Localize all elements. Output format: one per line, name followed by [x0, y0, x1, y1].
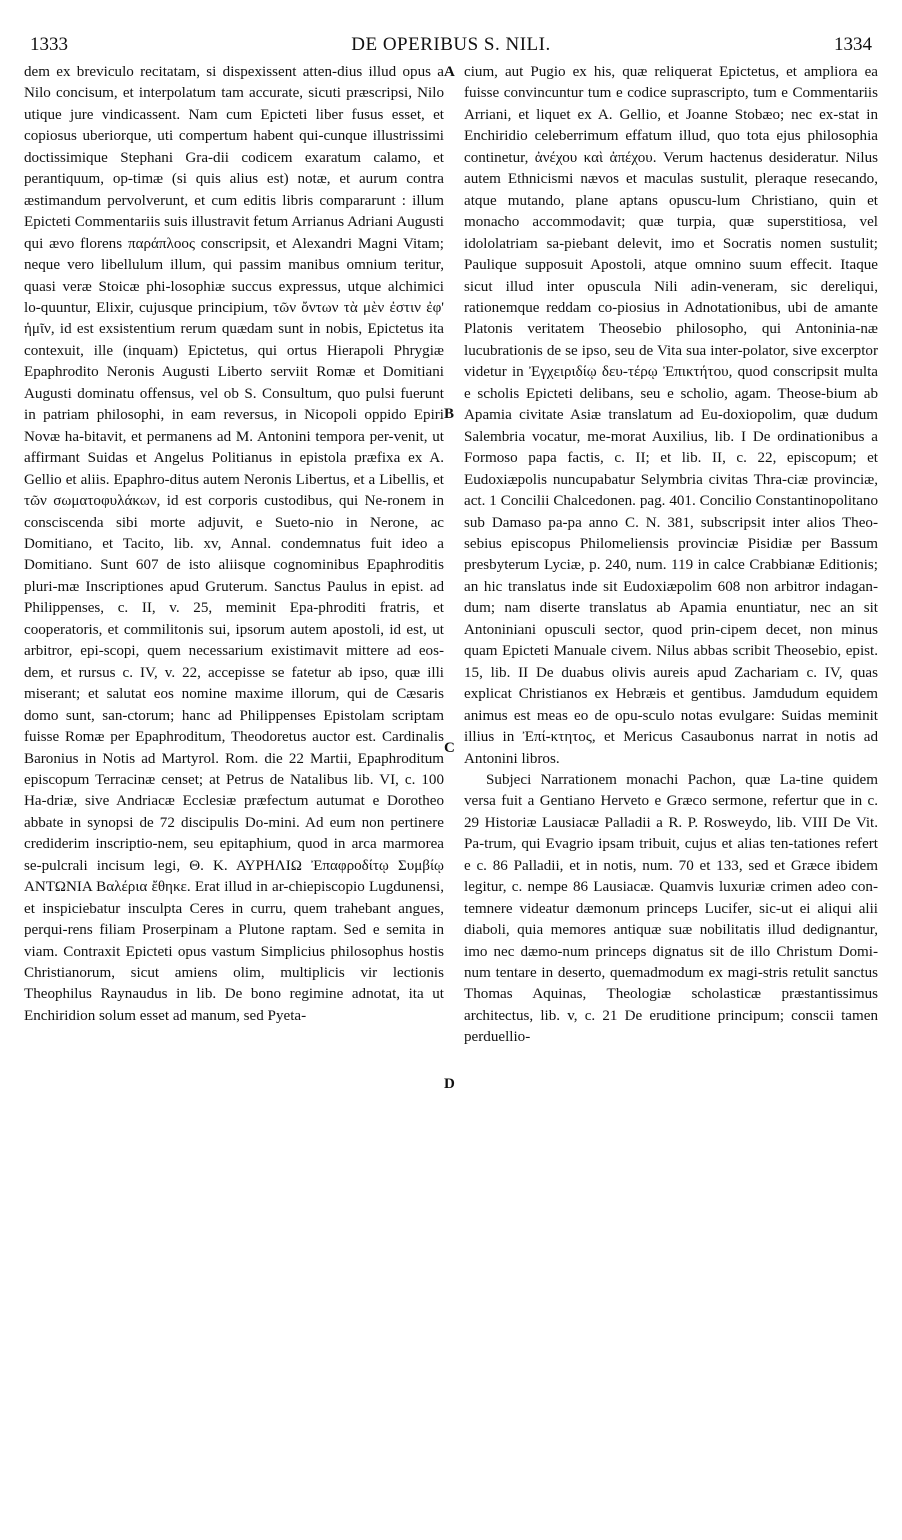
left-paragraph: dem ex breviculo recitatam, si dispexissent atten-dius illud opus a Nilo concisum, et interpolatum tam accurate, sicuti præscripsi, Nilo utique jure vindicassent. Nam cum Epicteti liber fusus esset, et copiosus uberiorque, uti compertum habent qui-cunque illustrissimi doctissimique Stephani Gra-dii codicem exaratum calamo, et perantiquum, op-timæ (si quis alius est) notæ, et aurum contra æstimandum pervolverunt, et cum editis libris compararunt : illum Epicteti Commentariis suis illustravit fetum Arrianus Adriani Augusti qui ævo florens παράπλοος conscripsit, et Alexandri Magni Vitam; neque vero libellulum illum, qui passim manibus omnium teritur, quasi veræ Stoicæ phi-losophiæ succus expressus, utque alchimici lo-quuntur, Elixir, cujusque principium, τῶν ὄντων τὰ μὲν ἐστιν ἐφ' ἡμῖν, id est exsistentium rerum quædam sunt in nobis, Epictetus ita contexuit, ille (inquam) Epictetus, qui ortus Hierapoli Phrygiæ Epaphrodito Neronis Augusti Liberto serviit Romæ et Domitiani Augusti dominatu offensus, vel ob S. Consultum, quo pulsi fuerunt in patriam philosophi, in eam reversus, in Nicopoli oppido Epiri Novæ ha-bitavit, et permanens ad M. Antonini tempora per-venit, ut affirmant Suidas et Angelus Politianus in epistola præfixa ex A. Gellio et aliis. Epaphro-ditus autem Neronis Libertus, et a Libellis, et τῶν σωματοφυλάκων, id est corporis custodibus, qui Ne-ronem in consciscenda sibi morte adjuvit, e Sueto-nio in Nerone, ac Domitiano, et Tacito, lib. xv, Annal. condemnatus fuit ideo a Domitiano. Sunt 607 de isto aliisque cognominibus Epaphroditis pluri-mæ Inscriptiones apud Gruterum. Sanctus Paulus in epist. ad Philippenses, c. II, v. 25, meminit Epa-phroditi fratris, et cooperatoris, et commilitonis sui, ipsorum autem apostoli, id est, ut arbitror, epi-scopi, quem necessarium existimavit mittere ad eos-dem, et rursus c. IV, v. 22, accepisse se fatetur ab ipso, quæ illi miserant; et salutat eos nomine maxime illorum, qui de Cæsaris domo sunt, san-ctorum; hanc ad Philippenses Epistolam scriptam fuisse Romæ per Epaphroditum, Theodoretus auctor est. Cardinalis Baronius in Notis ad Martyrol. Rom. die 22 Martii, Epaphroditum episcopum Terracinæ censet; at Petrus de Natalibus lib. VI, c. 100 Ha-driæ, sive Andriacæ Ecclesiæ præfectum autumat e Dorotheo abbate in synopsi de 72 discipulis Do-mini. Ad eum non pertinere crediderim inscriptio-nem, seu epitaphium, quod in arca marmorea se-pulcrali incisum legi, Θ. Κ. ΑΥΡΗΛΙΩ Ἐπαφροδίτῳ Συμβίῳ ΑΝΤΩΝΙΑ Βαλέρια ἔθηκε. Erat illud in ar-chiepiscopio Lugdunensi, et inspiciebatur insculpta Ceres in curru, quem trahebant angues, perqui-rens filiam Proserpinam a Plutone raptam. Sed e semita in viam. Contraxit Epicteti opus vastum Simplicius philosophus hostis Christianorum, sicut amiens olim, multiplicis vir lectionis Theophilus Raynaudus in lib. De bono regimine adnotat, ita ut Enchiridion solum esset ad manum, sed Pyeta-: [24, 64, 444, 1024]
right-page-number: 1334: [834, 34, 872, 55]
margin-letter-a: A: [444, 64, 455, 80]
running-title: DE OPERIBUS S. NILI.: [351, 34, 551, 55]
right-paragraph-1: cium, aut Pugio ex his, quæ reliquerat Epictetus, et ampliora ea fuisse convincuntur tum e codice suprascripto, tum e Commentariis Arriani, et liquet ex A. Gellio, et Joanne Stobæo; nec ex-stat in Enchiridio celeberrimum effatum illud, quo tota ejus philosophia continetur, ἀνέχου καὶ ἀπέχου. Verum hactenus desideratur. Nilus autem Ethnicismi nævos et maculas sustulit, pleraque resecando, atque mutando, plane aptans opuscu-lum Christiano, quin et monacho accommodavit; quæ turpia, quæ superstitiosa, vel idololatriam sa-piebant delevit, imo et Socratis nomen sustulit; Paulique supposuit Apostoli, atque omnino suum effecit. Itaque sicut illud inter opuscula Nili adin-veneram, sic dereliqui, rationemque reddam co-piosius in Adnotationibus, ubi de amante Platonis veritatem Theosebio philosopho, qui Antoninia-næ lucubrationis de se ipso, seu de Vita sua inter-polator, sive excerptor videtur in Ἐγχειριδίῳ δευ-τέρῳ Ἐπικτήτου, quod conscripsit multa e scholis Epicteti delibans, seu e scholio, agam. Theose-bium ab Apamia civitate Asiæ translatum ad Eu-doxiopolim, quæ dudum Salembria vocatur, me-morat Auxilius, lib. I De ordinationibus a Formoso papa factis, c. II; et lib. II, c. 22, episcopum; et Eudoxiæpolis nuncupabatur Selymbria civitas Thra-ciæ provinciæ, act. 1 Concilii Chalcedonen. pag. 401. Concilio Constantinopolitano sub Damaso pa-pa anno C. N. 381, subscripsit inter alios Theo-sebius episcopus Philomeliensis provinciæ Pisidiæ per Bassum presbyterum Lyciæ, p. 240, num. 119 in calce Crabbianæ Editionis; an hic translatus inde sit Eudoxiæpolim 608 non arbitror indagan-dum; nam diserte translatus ab Apamia enuntiatur, nec an sit Antoniniani opusculi sector, quod prin-cipem decet, non minus quam Epicteti Manuale civem. Nilus abbas scribit Theosebio, epist. 15, lib. II De duabus olivis aureis apud Zachariam c. IV, quas explicat Christianos ex Hebræis et gentibus. Jamdudum equidem animus est meas eo de opu-sculo notas evulgare: Suidas meminit illius in Ἐπί-κτητος, et Mericus Casaubonus narrat in notis ad Antonini libros.: [464, 64, 878, 767]
margin-letter-c: C: [444, 740, 455, 756]
running-header: [30, 34, 872, 60]
right-paragraph-2: Subjeci Narrationem monachi Pachon, quæ La-tine quidem versa fuit a Gentiano Herveto e Græco sermone, refertur que in c. 29 Historiæ Lausiacæ Palladii a R. P. Rosweydo, lib. VIII De Vit. Pa-trum, qui Evagrio ipsam tribuit, cujus et alias ten-tationes refert e c. 86 Palladii, et in notis, num. 70 et 133, sed et Græce ibidem legitur, c. nempe 86 Lausiacæ. Quamvis luxuriæ crimen adeo con-temnere videatur dæmonum princeps Lucifer, sic-ut ei aliqui alii diaboli, quia memores antiquæ suæ nobilitatis illud dedignantur, imo nec dæmo-num princeps dignatus sit de illo Christum Domi-num tentare in deserto, quemadmodum ex magi-stris retulit sanctus Thomas Aquinas, Theologiæ scholasticæ præstantissimus architectus, lib. v, c. 21 De eruditione principum; conscii tamen perduellio-: [464, 771, 878, 1046]
left-page-number: 1333: [30, 34, 68, 55]
margin-letter-d: D: [444, 1076, 455, 1092]
right-column: [464, 62, 878, 1049]
margin-letter-b: B: [444, 406, 455, 422]
left-column: [24, 62, 444, 1027]
